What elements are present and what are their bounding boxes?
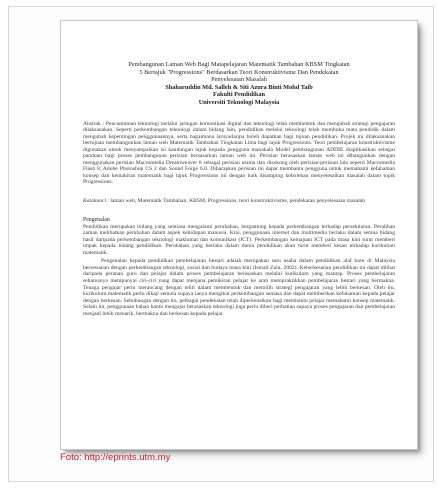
document-title bbox=[83, 61, 395, 107]
title-line-3: Penyelesaian Masalah bbox=[211, 76, 267, 84]
section-heading: Pengenalan bbox=[83, 216, 110, 223]
title-line-1: Pembangunan Laman Web Bagi Matapelajaran Matematik Tambahan KBSM Tingkatan bbox=[128, 61, 350, 68]
keywords-label: Katakunci bbox=[83, 198, 106, 205]
abstract: Abstrak : Pencantuman teknologi melalui jaringan komunikasi digital dan teknologi telah membentuk dan mengubah strategi pengajaran dilaksanakan. Seperti perkembangan teknologi dalam bidang lain, pendidikan melalui teknologi telah membuka mata pendidik dalam mengubah kepentingan penggunaannya, serta bagaimana laruyadaripa boleh dapatkan bagi tujuan pendidikan. Projek ini dilaksanakan bertujuan membangunkan laman web Matematik Tambahan Tingkatan Lima bagi tajuk Progressions. Teori pembelajaran konstruktivisme digunakan untuk menyampaikan isi kandungan tajuk kepada pengguna manakala Model pembangunan ADDIE diaplikasikan sebagai panduan bagi proses pembangunan perisian bersasarkan laman web ini. Perisian berasaskan laman web ini dibangunkan dengan menggunakan perisian Macromedia Dreamweaver 8 sebagai perisian utama dan disokong oleh perisian-perisian lain seperti Macromedia Flash 8, Adobe Photoshop CS 2 dan Sound Forge 6.0. Diharapkan perisian ini dapat membantu pengguna untuk memahami kefahaman konsep dan kemahiran matematik bagi tajuk Progressions ini dengan baik disamping kebolehan menyelesaikan masalah dalam topik Progressions. bbox=[83, 120, 395, 186]
faculty: Fakulti Pendidikan bbox=[213, 91, 265, 99]
photo-frame bbox=[8, 6, 434, 482]
authors: Shaharuddin Md. Salleh & Siti Azura Binti Mohd Taib bbox=[165, 83, 313, 91]
keywords-text: : laman web, Matematik Tambahan, KBSM, Progressions, teori konstruktivisme, pendekatan penyelesaian masalah bbox=[106, 198, 366, 205]
document-page bbox=[61, 21, 417, 449]
photo-credit-caption: Foto: http://eprints.utm.my bbox=[60, 452, 171, 463]
university: Universiti Teknologi Malaysia bbox=[198, 98, 280, 106]
title-line-2: 5 Bertajuk "Progressions" Berdasarkan Teori Konstruktivisme Dan Pendekatan bbox=[139, 68, 339, 76]
keywords-block bbox=[83, 198, 395, 205]
intro-paragraph-2: Pengenalan kepada pendidikan pembelajaran bestari adalah merupakan satu usaha dalam pendidikan alaf baru di Malaysia bersesuaian dengan perkembangan teknologi, sosial dan budaya masa kini (Ismail Zain, 2002). Keberkesanan pendidikan ini dapat dilihat daripada peranan guru dan pelajar dalam proses pembelajaran berasaskan melalui kurikulum yang mantap. Proses pembelajaran seharusnya mempunyai ciri-ciri yang dapat menjana pemikiran pelajar ke arah mempraktikkan pembelajaran bestari yang bermakna. Tenaga pengajar perlu merancang dengan teliti dalam membentuk dan memilih strategi pengajaran yang lebih berkesan. Oleh itu, kurikulum matematik perlu dikaji semula supaya ianya mengikut perkembangan semasa dan dapat memberikan kefahaman kepada pelajar dengan berkesan. Sehubungan dengan itu, pelbagai pendekatan telah diperkenalkan bagi membantu pelajar memahami konsep matematik. Selain itu, penggunaan bahan bantu mengajar berasaskan teknologi juga perlu diberi perhatian supaya proses pengajaran dan pembelajaran menjadi lebih menarik, bermakna dan berkesan kepada pelajar. bbox=[83, 258, 395, 317]
intro-paragraph-1: Pendidikan merupakan bidang yang sentiasa mengalami perubahan, bergantung kepada perkembangan terhadap persekitaran. Peralihan zaman melibatkan perubahan dalam aspek kehidupan manusia. Kini, penggunaan internet dan multimedia berlaku dalam semua bidang hasil daripada perkembangan teknologi maklumat dan komunikasi (ICT). Perkembangan kemajuan ICT pada masa kini turut memberi impak kepada bidang pendidikan. Perubahan yang berlaku dalam dunia pendidikan akan turut memberi kesan terhadap kurikulum matematik. bbox=[83, 223, 395, 256]
